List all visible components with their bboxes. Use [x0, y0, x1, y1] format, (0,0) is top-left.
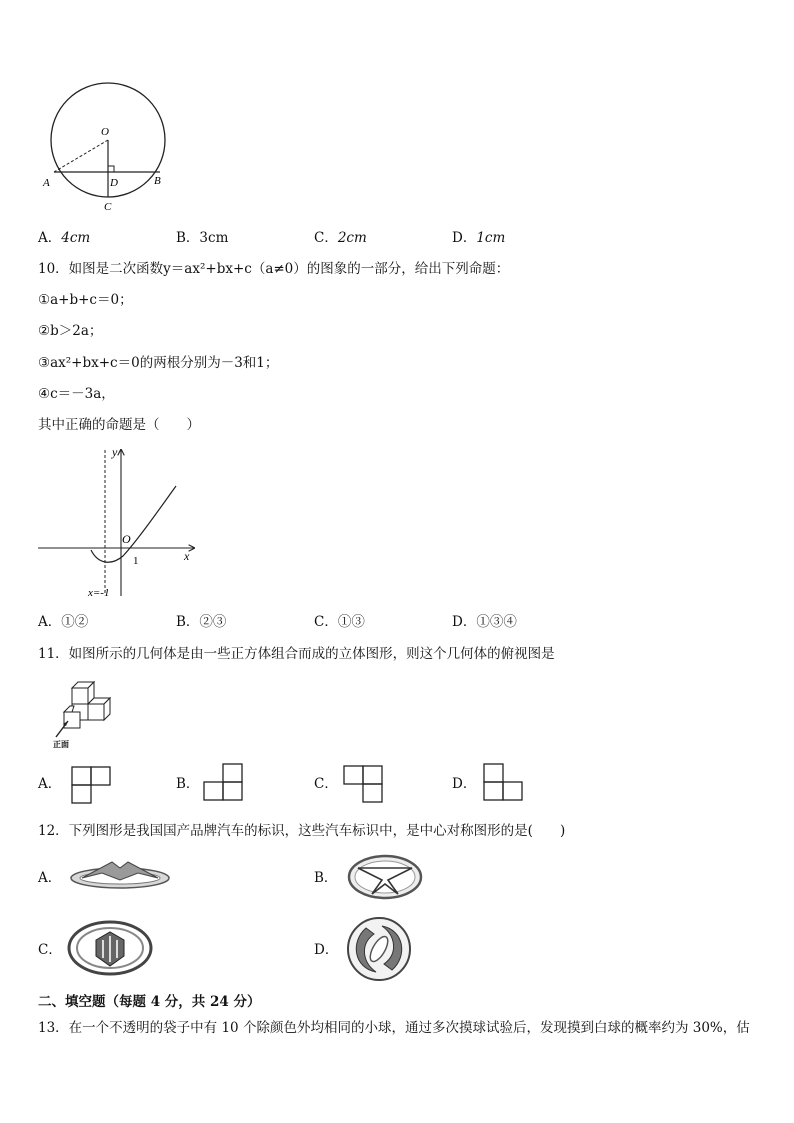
- q10-option-d: D．①③④: [452, 614, 517, 630]
- label-axis-of-symmetry: x=-1: [88, 587, 110, 599]
- right-angle-mark: [108, 166, 114, 172]
- q10-prop-1: ①a+b+c＝0；: [38, 292, 133, 308]
- q12-stem: 12．下列图形是我国国产品牌汽车的标识，这些汽车标识中，是中心对称图形的是( ): [38, 823, 566, 839]
- q9-option-a: A．4cm: [38, 230, 91, 246]
- q10-prop-3: ③ax²+bx+c＝0的两根分别为－3和1；: [38, 355, 279, 371]
- section2-heading: 二、填空题（每题 4 分，共 24 分）: [38, 994, 261, 1010]
- q11-option-a: A．: [38, 776, 62, 792]
- label-d: D: [110, 177, 118, 189]
- q9-option-d: D．1cm: [452, 230, 506, 246]
- q11-option-d: D．: [452, 776, 477, 792]
- q12-logo-d: [346, 916, 412, 982]
- label-x: x: [184, 549, 190, 563]
- q11-option-d-view: [482, 762, 524, 802]
- label-b: B: [154, 175, 161, 187]
- q12-logo-b: [346, 852, 424, 902]
- q9-option-b: B．3cm: [176, 230, 229, 246]
- q11-option-b-view: [202, 762, 244, 802]
- q10-ask: 其中正确的命题是（ ）: [38, 417, 200, 433]
- label-o: O: [101, 126, 109, 138]
- q10-prop-2: ②b＞2a；: [38, 323, 103, 339]
- q10-prop-4: ④c＝－3a，: [38, 386, 115, 402]
- label-a: A: [43, 177, 50, 189]
- q9-circle-figure: [40, 76, 180, 216]
- label-y: y: [112, 445, 118, 459]
- q11-stem: 11．如图所示的几何体是由一些正方体组合而成的立体图形，则这个几何体的俯视图是: [38, 646, 555, 662]
- q12-option-a: A．: [38, 870, 62, 886]
- label-one: 1: [133, 555, 139, 567]
- q12-option-b: B．: [314, 870, 338, 886]
- q11-option-c: C．: [314, 776, 338, 792]
- q11-option-a-view: [70, 765, 112, 805]
- radius-oa-dashed: [54, 140, 108, 172]
- q12-option-d: D．: [314, 942, 339, 958]
- q12-option-c: C．: [38, 942, 62, 958]
- label-front: 正面: [53, 740, 69, 748]
- q11-option-c-view: [342, 764, 384, 804]
- q11-cubes-figure: [50, 676, 125, 748]
- q12-logo-a: [68, 856, 172, 896]
- q10-option-b: B．②③: [176, 614, 227, 630]
- q10-stem: 10．如图是二次函数y＝ax²+bx+c（a≠0）的图象的一部分，给出下列命题：: [38, 261, 510, 277]
- q10-parabola-graph: [36, 444, 206, 604]
- q10-option-a: A．①②: [38, 614, 89, 630]
- q13-stem: 13．在一个不透明的袋子中有 10 个除颜色外均相同的小球，通过多次摸球试验后，发现摸到白球的概率约为 30%，估: [38, 1020, 750, 1036]
- q12-logo-c: [66, 918, 154, 978]
- label-origin: O: [122, 532, 131, 546]
- q9-option-c: C．2cm: [314, 230, 367, 246]
- label-c: C: [104, 201, 112, 213]
- q11-option-b: B．: [176, 776, 200, 792]
- parabola-curve: [91, 486, 176, 562]
- q10-option-c: C．①③: [314, 614, 365, 630]
